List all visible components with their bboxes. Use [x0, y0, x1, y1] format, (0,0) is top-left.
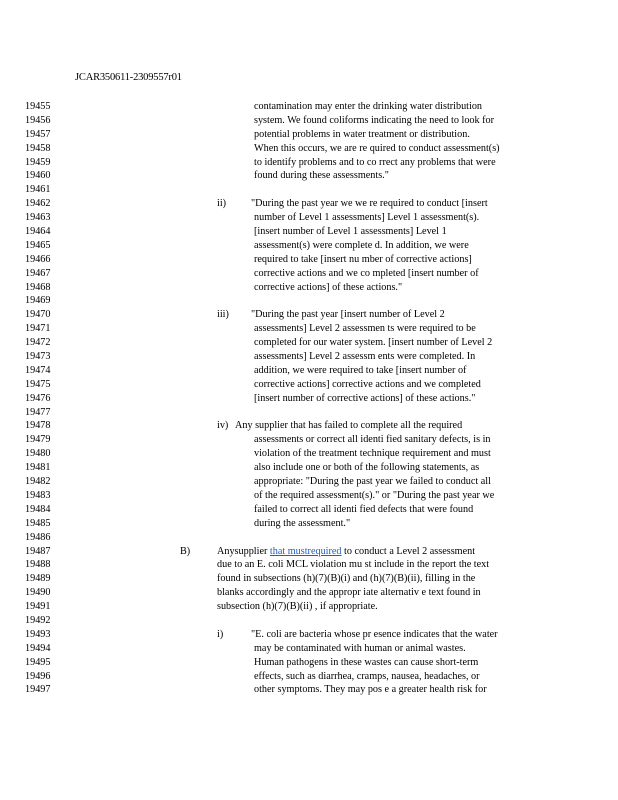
document-line: [0, 503, 618, 517]
paragraph-text: found in subsections (h)(7)(B)(i) and (h)(7)(B)(ii), filling in the: [217, 573, 476, 585]
paragraph-text: [217, 545, 475, 559]
paragraph-text: assessments] Level 2 assessm ents were completed. In: [254, 351, 476, 363]
document-id-header: JCAR350611-2309557r01: [75, 72, 182, 83]
line-number: 19486: [25, 531, 51, 543]
paragraph-text: of the required assessment(s)." or "During the past year we: [254, 489, 495, 501]
paragraph-text: subsection (h)(7)(B)(ii) , if appropriate.: [217, 601, 378, 613]
document-line: [0, 531, 618, 545]
paragraph-text: potential problems in water treatment or distribution.: [254, 128, 470, 140]
document-line: [0, 572, 618, 586]
line-number: 19489: [25, 573, 51, 585]
document-line: [0, 558, 618, 572]
line-number: 19458: [25, 142, 51, 154]
paragraph-text: corrective actions] of these actions.": [254, 281, 403, 293]
document-line: [0, 447, 618, 461]
line-number: 19464: [25, 226, 51, 238]
document-line: [0, 586, 618, 600]
document-line: [0, 461, 618, 475]
paragraph-text: "During the past year we we re required to conduct [insert: [251, 198, 488, 210]
paragraph-text: to conduct a Level 2 assessment: [344, 545, 476, 557]
document-line: [0, 364, 618, 378]
line-number: 19470: [25, 309, 51, 321]
paragraph-text: also include one or both of the following statements, as: [254, 462, 480, 474]
paragraph-text: violation of the treatment technique requirement and must: [254, 448, 491, 460]
line-number: 19473: [25, 351, 51, 363]
line-number: 19479: [25, 434, 51, 446]
line-number: 19494: [25, 642, 51, 654]
document-line: [0, 225, 618, 239]
line-number: 19462: [25, 198, 51, 210]
paragraph-text: failed to correct all identi fied defects that were found: [254, 503, 474, 515]
line-number: 19497: [25, 684, 51, 696]
line-number: 19475: [25, 378, 51, 390]
line-number: 19481: [25, 462, 51, 474]
paragraph-text: Anysupplier: [217, 545, 268, 557]
line-number: 19463: [25, 212, 51, 224]
document-line: [0, 683, 618, 697]
line-number: 19492: [25, 614, 51, 626]
document-line: [0, 419, 618, 433]
paragraph-text: effects, such as diarrhea, cramps, nausea, headaches, or: [254, 670, 480, 682]
list-item-label: i): [217, 628, 224, 640]
line-number: 19493: [25, 628, 51, 640]
paragraph-text: may be contaminated with human or animal wastes.: [254, 642, 466, 654]
document-line: [0, 489, 618, 503]
document-line: [0, 392, 618, 406]
paragraph-text: during the assessment.": [254, 517, 351, 529]
paragraph-text: found during these assessments.": [254, 170, 389, 182]
paragraph-text: addition, we were required to take [insert number of: [254, 364, 467, 376]
paragraph-text: appropriate: "During the past year we failed to conduct all: [254, 476, 491, 488]
document-line: [0, 169, 618, 183]
paragraph-text: completed for our water system. [insert number of Level 2: [254, 337, 493, 349]
paragraph-text: "During the past year [insert number of Level 2: [251, 309, 445, 321]
paragraph-text: system. We found coliforms indicating the need to look for: [254, 114, 495, 126]
line-number: 19469: [25, 295, 51, 307]
document-line: [0, 114, 618, 128]
document-line: [0, 239, 618, 253]
line-number: 19468: [25, 281, 51, 293]
document-line: [0, 600, 618, 614]
paragraph-text: Any supplier that has failed to complete all the required: [235, 420, 463, 432]
line-number: 19457: [25, 128, 51, 140]
line-number: 19472: [25, 337, 51, 349]
paragraph-text: When this occurs, we are re quired to conduct assessment(s): [254, 142, 500, 154]
document-line: [0, 211, 618, 225]
document-line: [0, 517, 618, 531]
document-line: [0, 183, 618, 197]
list-item-label: iv): [217, 420, 229, 432]
document-line: [0, 628, 618, 642]
paragraph-text: corrective actions] corrective actions and we completed: [254, 378, 481, 390]
paragraph-text: blanks accordingly and the appropr iate alternativ e text found in: [217, 587, 481, 599]
line-number: 19480: [25, 448, 51, 460]
document-line: [0, 267, 618, 281]
document-line: [0, 350, 618, 364]
line-number: 19466: [25, 253, 51, 265]
inserted-text-link: that mustrequired: [269, 545, 342, 557]
document-line: [0, 128, 618, 142]
document-line: [0, 322, 618, 336]
line-number: 19496: [25, 670, 51, 682]
line-number: 19483: [25, 489, 51, 501]
document-line: [0, 294, 618, 308]
paragraph-text: [insert number of Level 1 assessments] Level 1: [254, 226, 447, 238]
document-line: [0, 378, 618, 392]
list-item-label: B): [180, 545, 191, 557]
document-line: [0, 308, 618, 322]
paragraph-text: number of Level 1 assessments] Level 1 assessment(s).: [254, 212, 480, 224]
line-number: 19467: [25, 267, 51, 279]
paragraph-text: corrective actions and we co mpleted [insert number of: [254, 267, 479, 279]
paragraph-text: contamination may enter the drinking water distribution: [254, 101, 483, 112]
paragraph-text: due to an E. coli MCL violation mu st include in the report the text: [217, 559, 490, 571]
document-line: [0, 142, 618, 156]
document-line: [0, 336, 618, 350]
paragraph-text: "E. coli are bacteria whose pr esence indicates that the water: [251, 628, 498, 640]
document-line: [0, 281, 618, 295]
document-line: [0, 406, 618, 420]
line-number: 19476: [25, 392, 51, 404]
document-line: [0, 545, 618, 559]
line-number: 19491: [25, 601, 51, 613]
line-number: 19456: [25, 114, 51, 126]
document-body: [0, 100, 618, 697]
paragraph-text: assessment(s) were complete d. In addition, we were: [254, 239, 469, 251]
line-number: 19487: [25, 545, 51, 557]
list-item-label: iii): [217, 309, 229, 321]
document-line: [0, 433, 618, 447]
line-number: 19490: [25, 587, 51, 599]
document-line: [0, 475, 618, 489]
line-number: 19488: [25, 559, 51, 571]
document-line: [0, 100, 618, 114]
line-number: 19461: [25, 184, 51, 196]
line-number: 19465: [25, 239, 51, 251]
paragraph-text: other symptoms. They may pos e a greater health risk for: [254, 684, 487, 696]
line-number: 19482: [25, 476, 51, 488]
paragraph-text: to identify problems and to co rrect any problems that were: [254, 156, 496, 168]
document-line: [0, 614, 618, 628]
paragraph-text: Human pathogens in these wastes can cause short-term: [254, 656, 479, 668]
document-line: [0, 670, 618, 684]
line-number: 19459: [25, 156, 51, 168]
line-number: 19460: [25, 170, 51, 182]
line-number: 19471: [25, 323, 51, 335]
list-item-label: ii): [217, 198, 227, 210]
paragraph-text: [insert number of corrective actions] of these actions.": [254, 392, 476, 404]
line-number: 19477: [25, 406, 51, 418]
line-number: 19484: [25, 503, 51, 515]
line-number: 19485: [25, 517, 51, 529]
line-number: 19474: [25, 364, 51, 376]
line-number: 19478: [25, 420, 51, 432]
line-number: 19455: [25, 101, 51, 112]
paragraph-text: required to take [insert nu mber of corrective actions]: [254, 253, 472, 265]
paragraph-text: assessments] Level 2 assessmen ts were required to be: [254, 323, 476, 335]
document-line: [0, 197, 618, 211]
paragraph-text: assessments or correct all identi fied sanitary defects, is in: [254, 434, 491, 446]
line-number: 19495: [25, 656, 51, 668]
document-line: [0, 656, 618, 670]
document-line: [0, 156, 618, 170]
document-line: [0, 253, 618, 267]
document-line: [0, 642, 618, 656]
